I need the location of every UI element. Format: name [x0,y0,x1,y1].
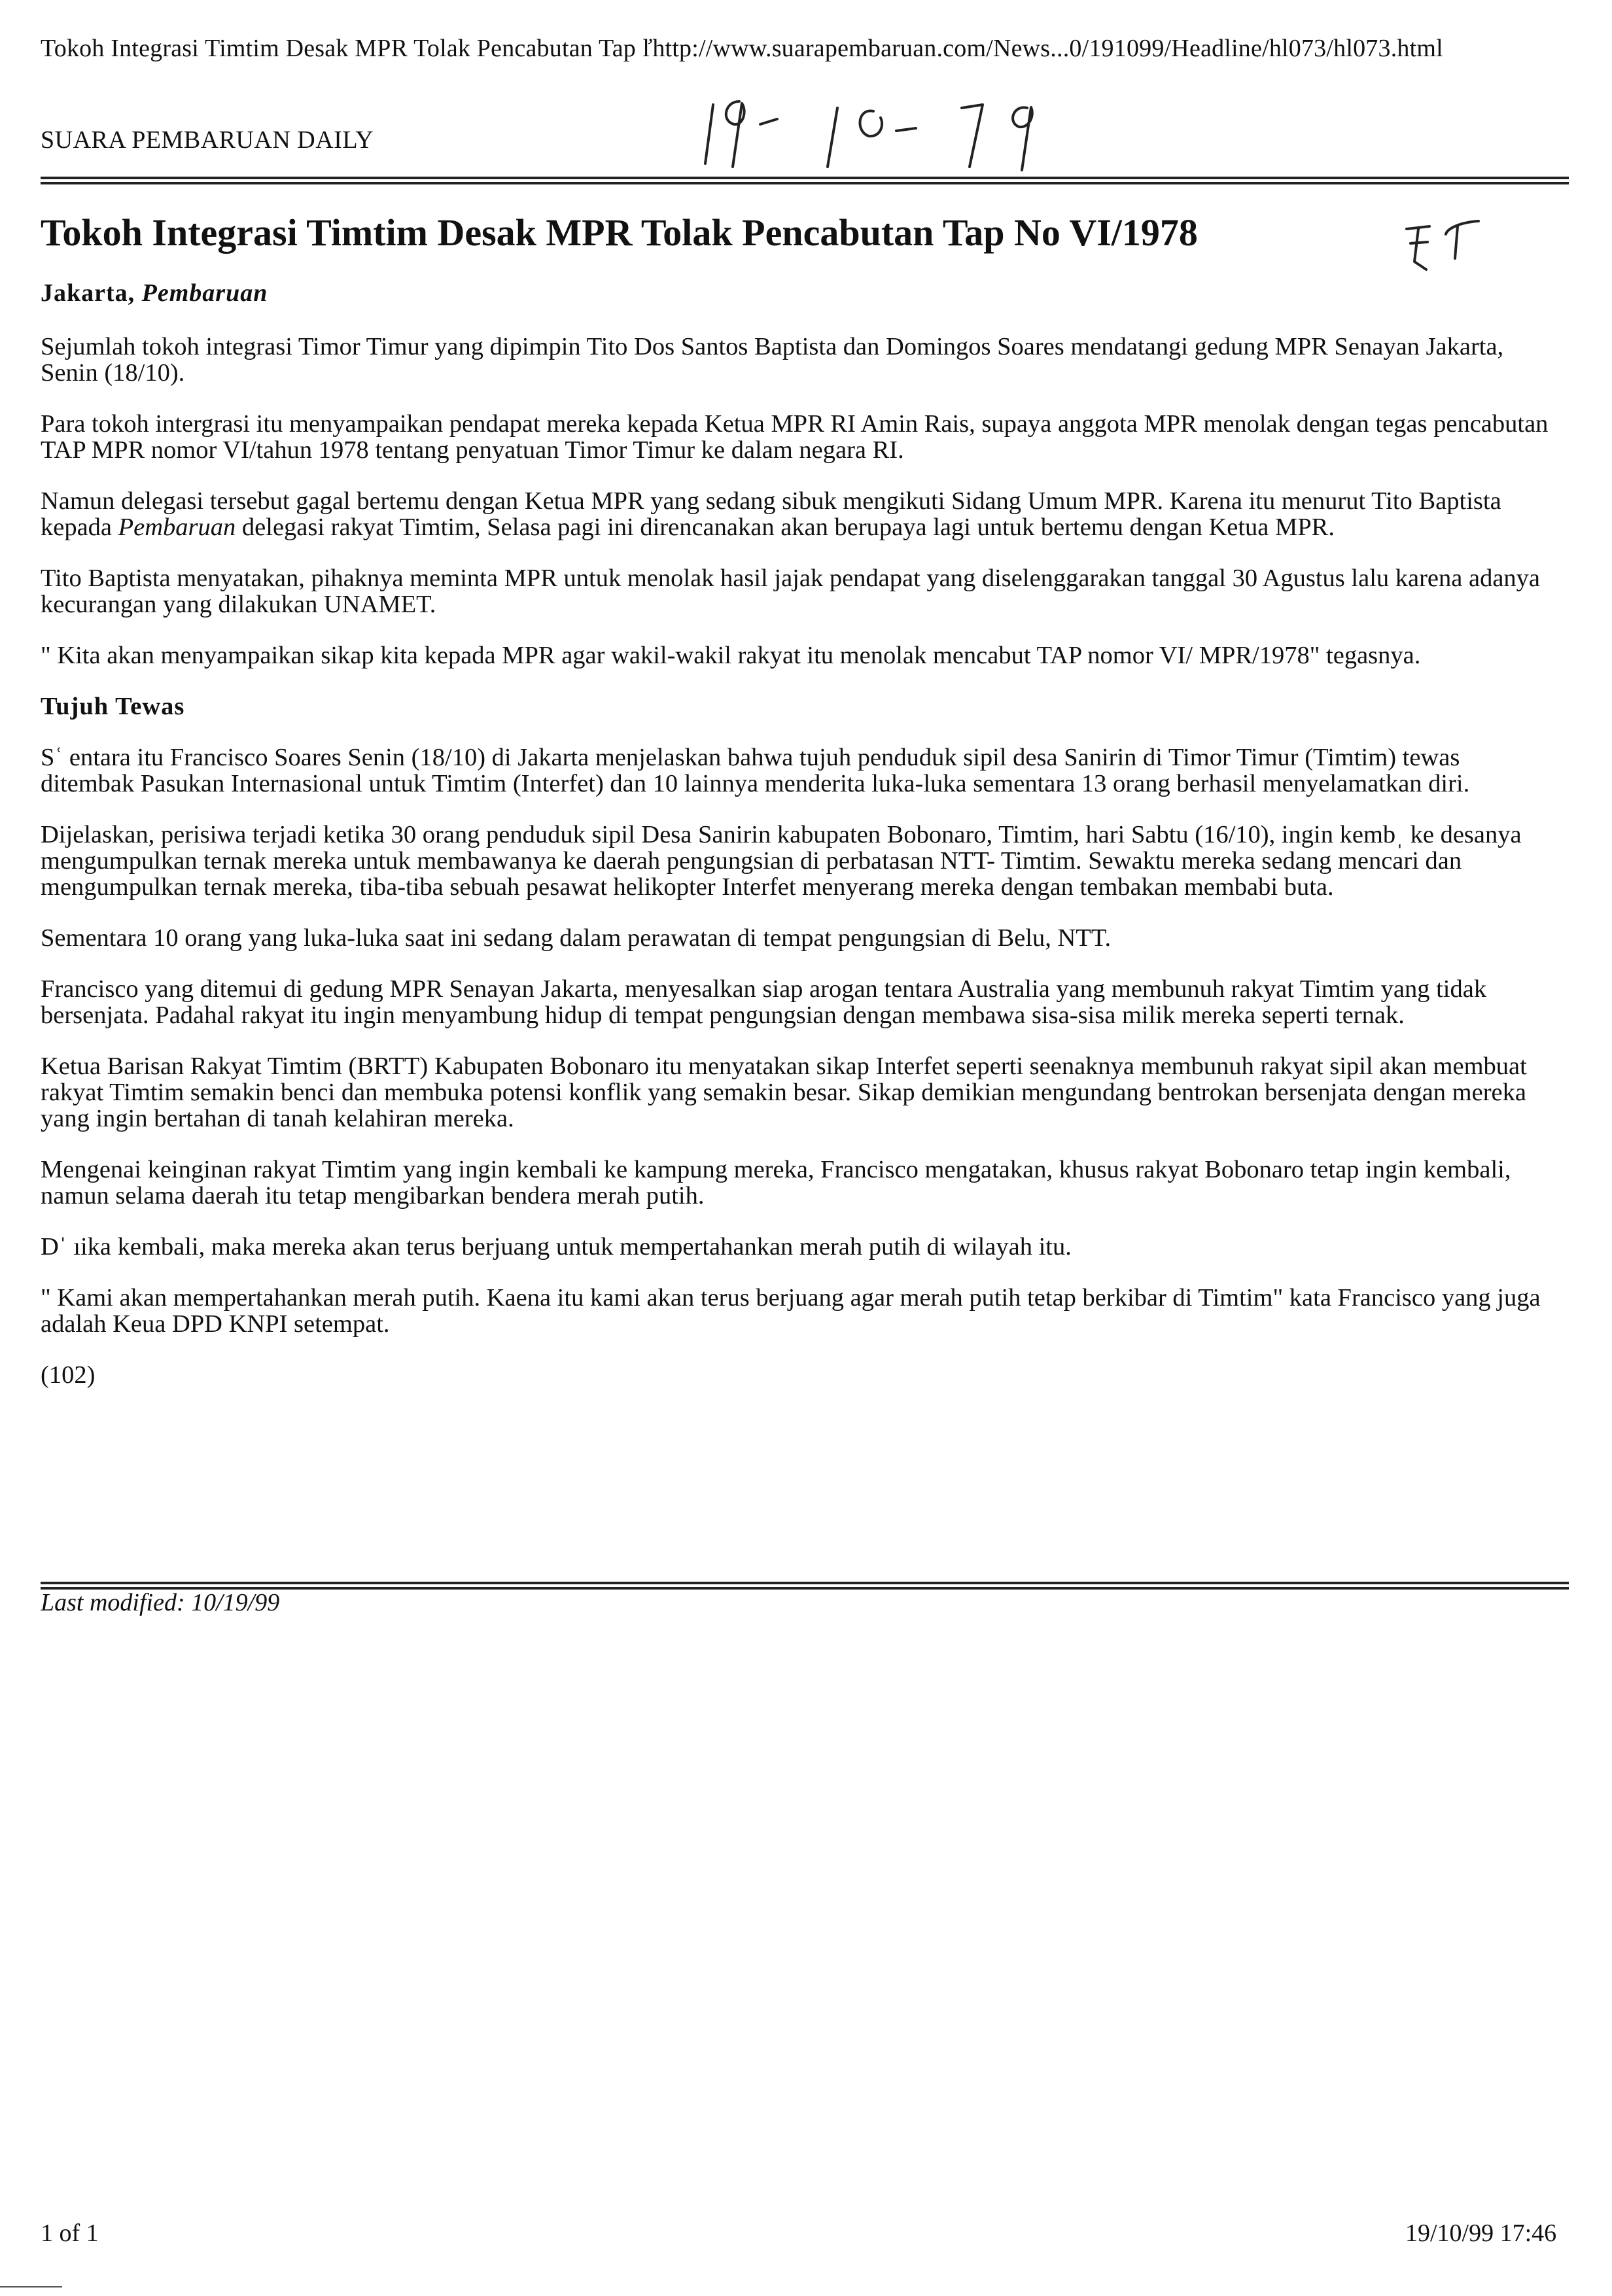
article-title: Tokoh Integrasi Timtim Desak MPR Tolak Pencabutan Tap No VI/1978 [41,211,1198,254]
top-divider [41,177,1569,186]
byline [41,279,268,307]
paragraph [41,488,1558,540]
paragraph: Sejumlah tokoh integrasi Timor Timur yang dipimpin Tito Dos Santos Baptista dan Domingos Soares mendatangi gedung MPR Senayan Jakarta, Senin (18/10). [41,333,1504,387]
byline-city: Jakarta, [41,279,135,307]
last-modified: Last modified: 10/19/99 [41,1589,280,1616]
handwritten-initials [1400,209,1492,281]
print-header [41,34,1443,63]
scan-mark [0,2286,62,2289]
article-body [41,334,1558,1413]
paragraph: Dijelaskan, perisiwa terjadi ketika 30 orang penduduk sipil Desa Sanirin kabupaten Bobonaro, Timtim, hari Sabtu (16/10), ingin kembˌ ke desanya mengumpulkan ternak mereka untuk membawanya ke daerah pengungsian di perbatasan NTT- Timtim. Sewaktu mereka sedang mencari dan mengumpulkan ternak mereka, tiba-tiba sebuah pesawat helikopter Interfet menyerang mereka dengan tembakan membabi buta. [41,821,1522,901]
print-header-url: http://www.suarapembaruan.com/News...0/191099/Headline/hl073/hl073.html [652,35,1443,62]
paragraph: Dˈ ıika kembali, maka mereka akan terus berjuang untuk mempertahankan merah putih di wilayah itu. [41,1233,1072,1261]
paragraph: Ketua Barisan Rakyat Timtim (BRTT) Kabupaten Bobonaro itu menyatakan sikap Interfet seperti seenaknya membunuh rakyat sipil akan membuat rakyat Timtim semakin benci dan membuka potensi konflik yang semakin besar. Sikap demikian mengundang bentrokan bersenjata dengan mereka yang ingin bertahan di tanah kelahiran mereka. [41,1052,1527,1132]
paragraph-text: delegasi rakyat Timtim, Selasa pagi ini direncanakan akan berupaya lagi untuk bertemu dengan Ketua MPR. [236,513,1335,541]
paragraph: Sʿ еntara itu Francisco Soares Senin (18/10) di Jakarta menjelaskan bahwa tujuh penduduk sipil desa Sanirin di Timor Timur (Timtim) tewas ditembak Pasukan Internasional untuk Timtim (Interfet) dan 10 lainnya menderita luka-luka sementara 13 orang berhasil menyelamatkan diri. [41,744,1470,797]
paragraph-italic: Pembaruan [118,513,236,541]
handwritten-date [700,85,1066,177]
paragraph: Francisco yang ditemui di gedung MPR Senayan Jakarta, menyesalkan siap arogan tentara Australia yang membunuh rakyat Timtim yang tidak bersenjata. Padahal rakyat itu ingin menyambung hidup di tempat pengungsian dengan membawa sisa-sisa milik mereka seperti ternak. [41,975,1487,1029]
paragraph: " Kita akan menyampaikan sikap kita kepada MPR agar wakil-wakil rakyat itu menolak mencabut TAP nomor VI/ MPR/1978" tegasnya. [41,642,1421,669]
print-timestamp: 19/10/99 17:46 [1405,2219,1557,2247]
publication-name: SUARA PEMBARUAN DAILY [41,126,374,154]
paragraph: Sementara 10 orang yang luka-luka saat ini sedang dalam perawatan di tempat pengungsian di Belu, NTT. [41,924,1112,952]
paragraph: Para tokoh intergrasi itu menyampaikan pendapat mereka kepada Ketua MPR RI Amin Rais, supaya anggota MPR menolak dengan tegas pencabutan TAP MPR nomor VI/tahun 1978 tentang penyatuan Timor Timur ke dalam negara RI. [41,410,1549,464]
print-header-title: Tokoh Integrasi Timtim Desak MPR Tolak Pencabutan Tap ľ [41,35,653,62]
page-number: 1 of 1 [41,2219,99,2247]
article-code: (102) [41,1361,96,1389]
subheading: Tujuh Tewas [41,693,185,720]
paragraph: Mengenai keinginan rakyat Timtim yang ingin kembali ke kampung mereka, Francisco mengatakan, khusus rakyat Bobonaro tetap ingin kembali, namun selama daerah itu tetap mengibarkan bendera merah putih. [41,1156,1511,1209]
paragraph: " Kami akan mempertahankan merah putih. Kaena itu kami akan terus berjuang agar merah putih tetap berkibar di Timtim" kata Francisco yang juga adalah Keua DPD KNPI setempat. [41,1284,1541,1338]
paragraph: Tito Baptista menyatakan, pihaknya meminta MPR untuk menolak hasil jajak pendapat yang diselenggarakan tanggal 30 Agustus lalu karena adanya kecurangan yang dilakukan UNAMET. [41,565,1540,618]
byline-source: Pembaruan [141,279,268,307]
paragraph-text: Namun delegasi tersebut gagal bertemu dengan Ketua MPR yang sedang sibuk mengikuti Sidang Umum MPR. Karena itu menurut Tito Baptista kepada [41,487,1501,541]
